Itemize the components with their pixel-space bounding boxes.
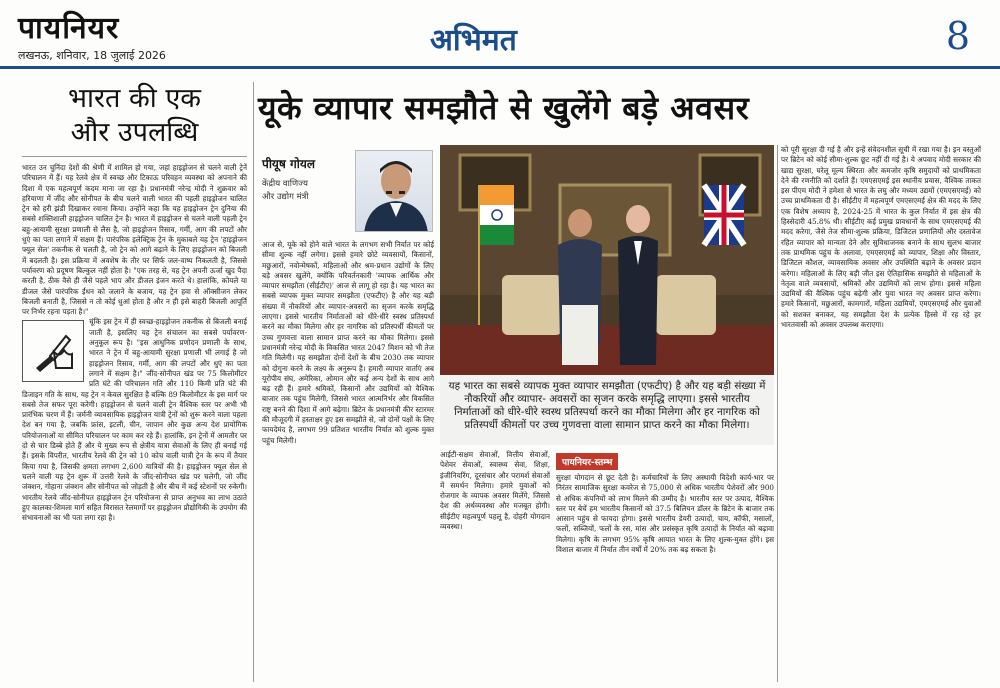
article-column-2: आईटी-सक्षम सेवाओं, वित्तीय सेवाओं, पेशेवर सेवाओं, स्वास्थ्य सेवा, शिक्षा, इंजीनियरिंग, दूरसंचार और परामर्श सेवाओं में समर्थन मिलेगा। हमारे युवाओं को रोजगार के व्यापक अवसर मिलेंगे, जिससे देश की अर्थव्यवस्था और मजबूत होगी। सीईटीए महत्वपूर्ण पहलू है, दोहरी योगदान व्यवस्था। (440, 450, 550, 532)
pioneer-stambh-badge: पायनियर-स्तम्भ (556, 453, 618, 470)
author-name: पीयूष गोयल (262, 157, 315, 171)
article-column-1: आज से, यूके को होने वाले भारत के लगभग सभी निर्यात पर कोई सीमा शुल्क नहीं लगेगा। इससे हमारे छोटे व्यवसायों, किसानों, मछुआरों, नवोन्मेषकों, महिलाओं और श्रम-प्रधान उद्योगों के लिए बड़े अवसर खुलेंगे, क्योंकि परिवर्तनकारी 'व्यापक आर्थिक और व्यापार समझौता (सीईटीए)' आज से लागू हो रहा है। यह भारत का सबसे व्यापक मुक्त व्यापार समझौता (एफटीए) है और यह बड़ी संख्या में नौकरियों और व्यापार-अवसरों का सृजन करके समृद्धि लाएगा। इससे भारतीय निर्माताओं को धीरे-धीरे स्वस्थ प्रतिस्पर्धा करने का मौका मिलेगा और हर नागरिक को प्रतिस्पर्धी कीमतों पर उच्च गुणवत्ता वाला सामान प्राप्त करने का मौका मिलेगा। इससे प्रधानमंत्री नरेन्द्र मोदी के विकसित भारत 2047 मिशन को भी तेज गति मिलेगी। यह समझौता दोनों देशों के बीच 2030 तक व्यापार को दोगुना करने के लक्ष्य के अनुरूप है। हमारी व्यापार वार्ताएं अब यूरोपीय संघ, अमेरिका, ओमान और कई अन्य देशों के साथ आगे बढ़ रही हैं। हमारे श्रमिकों, किसानों और उद्यमियों को वैश्विक बाजार तक पहुंच मिलेगी, जिससे भारत आत्मनिर्भर और विकसित राष्ट्र बनने की दिशा में आगे बढ़ेगा। ब्रिटेन के प्रधानमंत्री कीर स्टारमर की मौजूदगी में हस्ताक्षर हुए इस समझौते से, जो दोनों पक्षों के लिए फायदेमंद है, लगभग 99 प्रतिशत भारतीय निर्यात को शुल्क मुक्त पहुंच मिलेगी। (262, 240, 434, 445)
editorial-headline-line2: और उपलब्धि (70, 117, 199, 148)
article-column-4: को पूरी सुरक्षा दी गई है और इन्हें संवेदनशील सूची में रखा गया है। इन वस्तुओं पर ब्रिटेन को कोई सीमा-शुल्क छूट नहीं दी गई है। ये अपवाद मोदी सरकार की खाद्य सुरक्षा, घरेलू मूल्य स्थिरता और कमजोर कृषि समुदायों को प्राथमिकता देने की रणनीति को दर्शाते हैं। एमएसएमई इस स्थानीय प्रयास, वैश्विक ताकत इस पीएम मोदी ने हमेशा से भारत के लघु और मध्यम उद्यमों (एमएसएमई) को उच्च प्राथमिकता दी है। सीईटीए में महत्वपूर्ण एमएसएमई क्षेत्र की मदद के लिए एक विशेष अध्याय है, 2024-25 में भारत के कुल निर्यात में इस क्षेत्र की हिस्सेदारी 45.8% थी। सीईटीए कई प्रमुख प्रावधानों के साथ एमएसएमई की मदद करेगा, जैसे तेज सीमा-शुल्क प्रक्रिया, डिजिटल प्रणालियों और दस्तावेज रहित व्यापार को मान्यता देने और सुविधाजनक बनाने के साथ सुलभ बाजार तक प्राथमिक पहुंच के अलावा, एमएसएमई को व्यापार, शिक्षा और विस्तार, डिजिटल कौशल, व्यावसायिक अवसर और उपस्थिति बढ़ाने के अवसर प्रदान करेगा। महिलाओं के लिए बड़ी जीत इस ऐतिहासिक समझौते से महिलाओं के नेतृत्व वाले व्यवसायों, श्रमिकों और उद्यमियों को लाभ होगा। इससे महिला उद्यमियों की वैश्विक पहुंच बढ़ेगी और युवा भारत नए अवसर प्राप्त करेगा। हमारे किसानों, मछुआरों, कामगारों, महिला उद्यमियों, एमएसएमई और युवाओं को सशक्त बनाकर, यह समझौता देश के प्रत्येक हिस्से में रह रहे हर भारतवासी को अवसर उपलब्ध कराएगा। (781, 145, 981, 330)
masthead (0, 0, 1000, 70)
column-divider (253, 82, 254, 682)
editorial-headline (22, 82, 247, 157)
newspaper-name: पायनियर (18, 11, 120, 46)
pen-hand-icon (22, 320, 84, 382)
author-photo (355, 150, 433, 232)
editorial-para-1: भारत उन चुनिंदा देशों की श्रेणी में शामिल हो गया, जहां हाइड्रोजन से चलने वाली ट्रेनें परिचालन में हैं। यह रेलवे क्षेत्र में स्वच्छ और टिकाऊ परिवहन व्यवस्था को अपनाने की दिशा में एक महत्वपूर्ण कदम माना जा रहा है। प्रधानमंत्री नरेन्द्र मोदी ने शुक्रवार को हरियाणा में जींद और सोनीपत के बीच चलने वाली भारत की पहली हाइड्रोजन चालित ट्रेन को हरी झंडी दिखाकर रवाना किया। उन्होंने कहा कि यह हाइड्रोजन ट्रेन दुनिया की सबसे शक्तिशाली हाइड्रोजन चालित ट्रेन है। भारत में हाइड्रोजन से चलने वाली पहली ट्रेन बहु-आयामी सुरक्षा प्रणाली से लैस है, जो हाइड्रोजन रिसाव, गर्मी, आग की लपटों और धुएं का पता लगाने में सक्षम हैं। पारंपरिक इलेक्ट्रिक ट्रेन के मुकाबले यह ट्रेन 'हाइड्रोजन फ्यूल सेल' तकनीक से चलती है, जो ट्रेन को आगे बढ़ाने के लिए हाइड्रोजन को बिजली में बदलती है। इस प्रक्रिया में अवशेष के तौर पर सिर्फ जल-वाष्प निकलती है, जिससे पर्यावरण को प्रदूषण बिल्कुल नहीं होता है। "एक तरह से, यह ट्रेन अपनी ऊर्जा खुद पैदा करती है, ठीक वैसे ही जैसे पहले भाप और डीजल इंजन करते थे। हालांकि, कोयले या डीजल जैसे पारंपरिक ईंधन को जलाने के बजाय, यह ट्रेन हवा से ऑक्सीजन लेकर बिजली बनाती है, जिससे न तो कोई धुआं होता है और न ही इसे बाहरी बिजली आपूर्ति पर निर्भर रहना पड़ता है।" (22, 163, 247, 317)
editorial-headline-line1: भारत की एक (68, 83, 201, 114)
edition-date: लखनऊ, शनिवार, 18 जुलाई 2026 (18, 49, 166, 62)
page-number: 8 (945, 14, 970, 58)
leaders-photo (440, 145, 774, 375)
photo-caption: यह भारत का सबसे व्यापक मुक्त व्यापार समझौता (एफटीए) है और यह बड़ी संख्या में नौकरियों और व्यापार- अवसरों का सृजन करके समृद्धि लाएगा। इससे भारतीय निर्माताओं को धीरे-धीरे स्वस्थ प्रतिस्पर्धा करने का मौका मिलेगा और हर नागरिक को प्रतिस्पर्धी कीमतों पर उच्च गुणवत्ता वाला सामान प्राप्त करने का मौका मिलेगा। (440, 375, 774, 445)
article-column-3 (556, 450, 774, 682)
editorial-para-2: चूंकि इस ट्रेन में ही स्वच्छ-हाइड्रोजन तकनीक से बिजली बनाई जाती है, इसलिए यह ट्रेन संचालन का सबसे पर्यावरण-अनुकूल रूप है। "इस आधुनिक प्रणोदन प्रणाली के साथ, भारत ने ट्रेन में बहु-आयामी सुरक्षा प्रणाली भी लगाई है जो हाइड्रोजन रिसाव, गर्मी, आग की लपटों और धुएं का पता लगाने में सक्षम है।" जींद-सोनीपत खंड पर 75 किलोमीटर प्रति घंटे की परिचालन गति और 110 किमी प्रति घंटे की डिजाइन गति के साथ, यह ट्रेन न केवल सुरक्षित है बल्कि 89 किलोमीटर के इस मार्ग पर सबसे तेज सफर पूरा करेगी। हाइड्रोजन से चलने वाली ट्रेन वैश्विक स्तर पर अभी भी प्रारंभिक चरण में हैं। जर्मनी व्यावसायिक हाइड्रोजन यात्री ट्रेनों को शुरू करने वाला पहला देश बन गया है, जबकि फ्रांस, इटली, चीन, जापान और कुछ अन्य देश प्रायोगिक परियोजनाओं या सीमित परिचालन पर काम कर रहे हैं। हालांकि, इन ट्रेनों में आमतौर पर दो से चार डिब्बे होते हैं और ये मुख्य रूप से क्षेत्रीय यात्रा सेवाओं के लिए ही बनाई गई हैं। इसके विपरीत, भारतीय रेलवे की ट्रेन को 10 कोच वाली यात्री ट्रेन के रूप में तैयार किया गया है, जिसकी क्षमता लगभग 2,600 यात्रियों की है। हाइड्रोजन फ्यूल सेल से चलने वाली यह ट्रेन शुरू में उत्तरी रेलवे के जींद-सोनीपत खंड पर चलेगी, जो जींद जंक्शन, गोहाना जंक्शन और सोनीपत को जोड़ती है और बीच में कई स्टेशनों पर रुकेगी। भारतीय रेलवे जींद-सोनीपत हाइड्रोजन ट्रेन परियोजना से प्राप्त अनुभव का लाभ उठाते हुए कालका-शिमला मार्ग सहित विरासत रेलमार्गों पर हाइड्रोजन प्रौद्योगिकी के उपयोग की संभावनाओं का भी पता लगा रहा है। (22, 317, 247, 523)
editorial-column (22, 82, 247, 682)
masthead-rule (0, 66, 1000, 69)
editorial-para-2-wrap (22, 317, 247, 523)
main-headline: यूके व्यापार समझौते से खुलेंगे बड़े अवसर (258, 89, 750, 127)
section-title: अभिमत (430, 23, 517, 58)
article-column-3-text: सुरक्षा योगदान से छूट देती है। कर्मचारियों के लिए अस्थायी विदेशी कार्य-भार पर निरंतर सामाजिक सुरक्षा कवरेज से 75,000 से अधिक भारतीय पेशेवरों और 900 से अधिक कंपनियों को लाभ मिलने की उम्मीद है। भारतीय स्तर पर उत्पाद, वैश्विक स्तर पर बेचें हम भारतीय किसानों को 37.5 बिलियन डॉलर के ब्रिटेन के बाजार तक आसान पहुंच से फायदा होगा। इससे भारतीय डेयरी उत्पादों, चाय, कॉफी, मसालों, फलों, सब्जियों, फलों के रस, मांस और प्रसंस्कृत कृषि उत्पादों के निर्यात को बढ़ावा मिलेगा। कृषि के लगभग 95% कृषि आयात भारत के लिए शुल्क-मुक्त होंगे। इस विशाल बाजार में निर्यात तीन वर्षों में 20% तक बढ़ सकता है। (556, 473, 774, 555)
author-role-line1: केंद्रीय वाणिज्य (262, 179, 308, 189)
column-divider-right (777, 145, 778, 682)
author-role-line2: और उद्योग मंत्री (262, 192, 309, 202)
